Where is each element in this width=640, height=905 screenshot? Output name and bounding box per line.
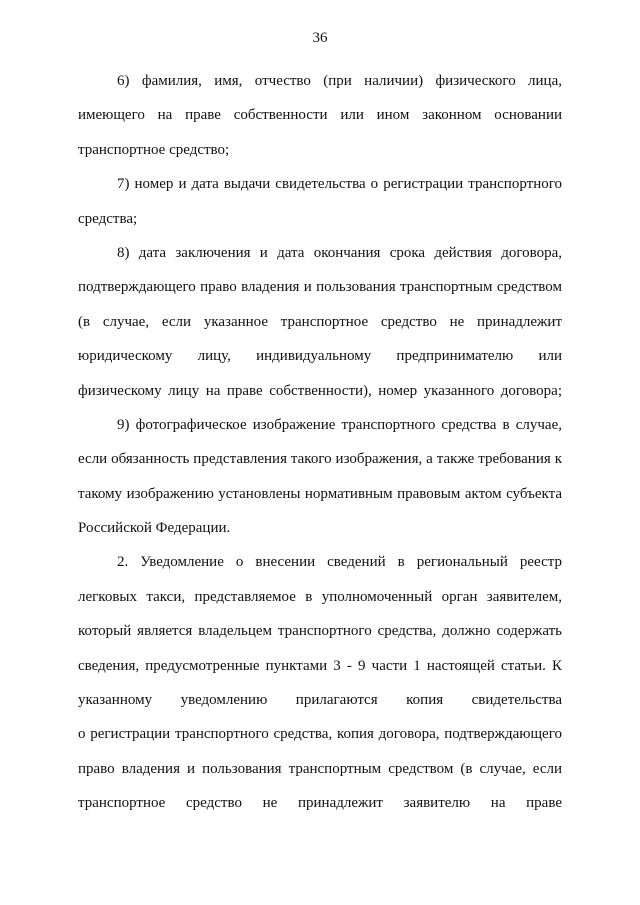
text-line: о регистрации транспортного средства, копия договора, подтверждающего	[78, 726, 562, 743]
text-line: если обязанность представления такого изображения, а также требования к	[78, 451, 562, 468]
text-line: 7) номер и дата выдачи свидетельства о регистрации транспортного	[117, 176, 562, 193]
text-line: сведения, предусмотренные пунктами 3 - 9 части 1 настоящей статьи. К	[78, 657, 562, 674]
text-line: легковых такси, представляемое в уполномоченный орган заявителем,	[78, 588, 562, 605]
text-line: Российской Федерации.	[78, 520, 231, 537]
text-line: средства;	[78, 210, 138, 227]
text-line: юридическому лицу, индивидуальному предпринимателю или	[78, 348, 562, 365]
text-line: имеющего на праве собственности или ином законном основании	[78, 107, 562, 124]
text-line: транспортное средство;	[78, 141, 230, 158]
text-line: 2. Уведомление о внесении сведений в региональный реестр	[117, 554, 562, 571]
text-line: 8) дата заключения и дата окончания срока действия договора,	[117, 244, 562, 261]
text-line: (в случае, если указанное транспортное средство не принадлежит	[78, 313, 562, 330]
text-line: такому изображению установлены нормативным правовым актом субъекта	[78, 485, 562, 502]
text-line: 6) фамилия, имя, отчество (при наличии) физического лица,	[117, 73, 562, 89]
text-line: 9) фотографическое изображение транспортного средства в случае,	[117, 416, 562, 433]
document-body	[78, 64, 562, 821]
text-line: указанному уведомлению прилагаются копия свидетельства	[78, 692, 562, 709]
text-line: транспортное средство не принадлежит заявителю на праве	[78, 795, 562, 812]
text-line: подтверждающего право владения и пользования транспортным средством	[78, 279, 562, 296]
page-number: 36	[312, 30, 328, 46]
text-line: который является владельцем транспортного средства, должно содержать	[78, 623, 562, 640]
text-line: физическому лицу на праве собственности), номер указанного договора;	[78, 382, 562, 399]
text-line: право владения и пользования транспортным средством (в случае, если	[78, 760, 562, 777]
